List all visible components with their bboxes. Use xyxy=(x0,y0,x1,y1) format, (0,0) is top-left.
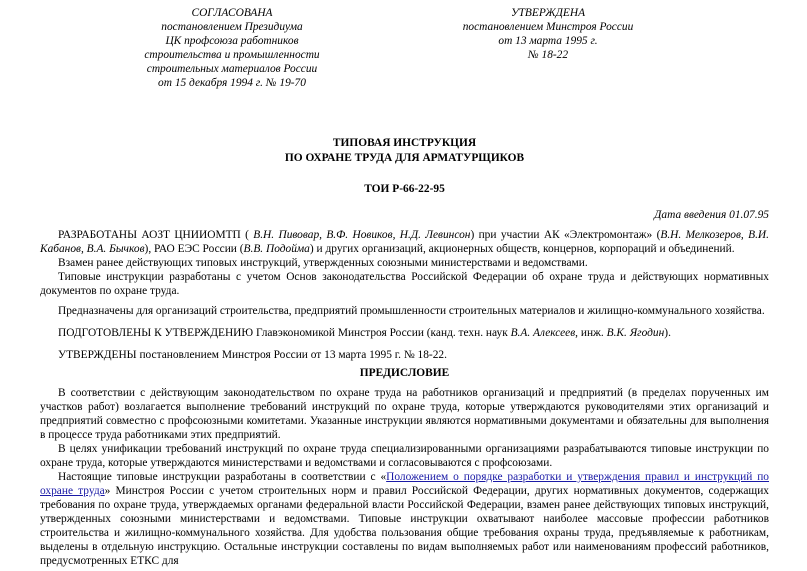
agreed-heading: СОГЛАСОВАНА xyxy=(191,7,273,19)
developed-by-paragraph xyxy=(40,228,769,256)
authors: В.К. Ягодин xyxy=(606,327,665,339)
agreed-line: постановлением Президиума xyxy=(161,21,303,33)
text: ) и других организаций, акционерных обществ, концернов, корпораций и объединений. xyxy=(309,243,735,255)
agreed-block xyxy=(132,6,332,122)
regulation-link[interactable]: Положением о порядке разработки и утверждения правил и инструкций по охране труда xyxy=(40,471,770,497)
intended-for-paragraph: Предназначены для организаций строительства, предприятий промышленности строительных материалов и жилищно-коммунального хозяйства. xyxy=(58,305,765,317)
preface-heading: ПРЕДИСЛОВИЕ xyxy=(359,367,450,379)
text: ). xyxy=(664,327,671,339)
approved-paragraph: УТВЕРЖДЕНЫ постановлением Минстроя России от 13 марта 1995 г. № 18-22. xyxy=(58,349,447,361)
text: Настоящие типовые инструкции разработаны в соответствии с « xyxy=(58,471,387,483)
approved-line: от 13 марта 1995 г. xyxy=(498,35,598,47)
title-line-1: ТИПОВАЯ ИНСТРУКЦИЯ xyxy=(332,137,477,149)
text: » Минстроя России с учетом строительных норм и правил Российской Федерации, других нормативных документов, содержащих требования по охране труда, утверждаемых органами федеральной власти Российской Федерации, взамен ранее действующих типовых инструкций, утвержденных союзными министерствами и ведомствами. Типовые инструкции охватывают наиболее массовые профессии работников строительства и жилищно-коммунального хозяйства. Для удобства пользования общие требования охраны труда, предъявляемые к работникам, выделены в отдельную инструкцию. Остальные инструкции составлены по видам выполняемых работ или наименованиям профессий работников, предусмотренных ЕТКС для xyxy=(40,485,769,567)
preface-paragraph: В целях унификации требований инструкций по охране труда специализированными организациями разрабатываются типовые инструкции по охране труда, которые утверждаются министерствами и ведомствами и согласовываются с профсоюзами. xyxy=(40,443,769,469)
title-line-2: ПО ОХРАНЕ ТРУДА ДЛЯ АРМАТУРЩИКОВ xyxy=(284,152,525,164)
agreed-line: строительства и промышленности xyxy=(144,49,320,61)
preface-paragraph: В соответствии с действующим законодательством по охране труда на работников организаций и предприятий (в пределах порученных им участков работ) возлагается выполнение требований инструкций по охране труда, которые утверждаются руководителями этих организаций и предприятий совместно с профсоюзными комитетами. Указанные инструкции являются нормативными документами и обязательны для выполнения в процессе труда работниками этих предприятий. xyxy=(40,387,769,441)
approved-line: № 18-22 xyxy=(527,49,569,61)
document-code: ТОИ Р-66-22-95 xyxy=(364,183,445,195)
text: ПОДГОТОВЛЕНЫ К УТВЕРЖДЕНИЮ Главэкономикой Минстроя России (канд. техн. наук xyxy=(58,327,511,339)
preface-paragraph xyxy=(40,470,769,568)
document-title xyxy=(40,136,769,166)
agreed-line: от 15 декабря 1994 г. № 19-70 xyxy=(158,77,306,89)
introduction-date: Дата введения 01.07.95 xyxy=(654,209,769,221)
authors: В.Н. Пивовар, В.Ф. Новиков, Н.Д. Левинсон xyxy=(248,229,471,241)
approved-block xyxy=(453,6,643,122)
replaces-paragraph: Взамен ранее действующих типовых инструкций, утвержденных союзными министерствами и ведомствами. xyxy=(58,257,588,269)
text: , инж. xyxy=(575,327,607,339)
text: ), РАО ЕЭС России ( xyxy=(144,243,244,255)
approved-heading: УТВЕРЖДЕНА xyxy=(510,7,586,19)
authors: В.В. Подойма xyxy=(243,243,310,255)
approved-line: постановлением Минстроя России xyxy=(462,21,634,33)
prepared-paragraph xyxy=(40,326,769,340)
agreed-line: ЦК профсоюза работников xyxy=(165,35,299,47)
preface-section xyxy=(40,386,769,568)
text: РАЗРАБОТАНЫ АОЗТ ЦНИИОМТП ( xyxy=(58,229,249,241)
approval-stamps xyxy=(40,6,769,122)
text: ) при участии АК «Электромонтаж» ( xyxy=(470,229,661,241)
authors: В.А. Алексеев xyxy=(510,327,576,339)
intro-section xyxy=(40,228,769,362)
authors: В.Н. Мелкозеров, В.И. Кабанов, В.А. Бычков xyxy=(40,229,769,255)
developed-basis-paragraph: Типовые инструкции разработаны с учетом Основ законодательства Российской Федерации об охране труда и действующих нормативных документов по охране труда. xyxy=(40,271,769,297)
agreed-line: строительных материалов России xyxy=(146,63,318,75)
